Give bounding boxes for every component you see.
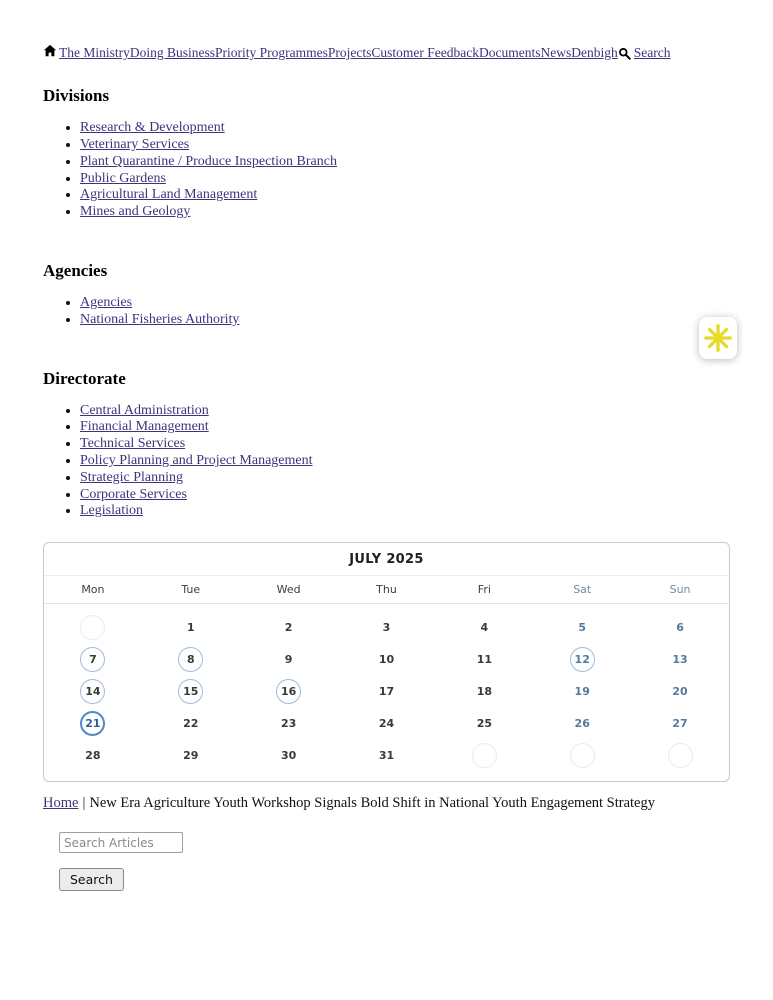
calendar-day-number: 3 — [382, 620, 391, 634]
agencies-list — [43, 295, 730, 329]
calendar-day-number: 17 — [378, 684, 395, 698]
list-item — [80, 312, 730, 329]
calendar-day-cell[interactable] — [44, 611, 142, 643]
directorate-link[interactable]: Strategic Planning — [80, 469, 184, 485]
directorate-list — [43, 403, 730, 521]
calendar-day-cell[interactable] — [631, 739, 729, 771]
search-icon — [618, 47, 631, 60]
calendar-day-cell[interactable] — [631, 675, 729, 707]
nav-search-link[interactable] — [618, 45, 671, 61]
calendar-day-cell[interactable] — [435, 643, 533, 675]
calendar-day-cell[interactable] — [338, 739, 436, 771]
list-item — [80, 295, 730, 312]
calendar-day-cell[interactable] — [44, 739, 142, 771]
calendar-day-cell[interactable] — [142, 611, 240, 643]
list-item — [80, 403, 730, 420]
calendar-day-cell[interactable] — [240, 611, 338, 643]
calendar-day-cell[interactable] — [44, 675, 142, 707]
directorate-link[interactable]: Financial Management — [80, 419, 209, 435]
accessibility-widget-button[interactable] — [699, 317, 737, 359]
calendar-day-number: 18 — [476, 684, 492, 698]
top-navigation — [43, 44, 730, 62]
calendar-day-cell[interactable] — [338, 611, 436, 643]
calendar-day-number — [80, 615, 105, 640]
calendar-week-row — [44, 675, 729, 707]
nav-item-the-ministry[interactable]: The Ministry — [59, 45, 130, 60]
calendar-day-cell[interactable] — [338, 643, 436, 675]
calendar-day-number: 6 — [676, 620, 684, 634]
calendar-day-cell[interactable] — [240, 643, 338, 675]
calendar-day-cell[interactable] — [533, 611, 631, 643]
calendar-day-cell[interactable] — [338, 675, 436, 707]
breadcrumb — [43, 795, 730, 812]
section-title-directorate: Directorate — [43, 368, 126, 388]
calendar-day-cell[interactable] — [435, 611, 533, 643]
division-link[interactable]: Research & Development — [80, 120, 225, 136]
calendar-day-number: 9 — [284, 652, 293, 666]
calendar-day-number: 26 — [574, 716, 590, 730]
breadcrumb-separator: | — [82, 795, 86, 812]
directorate-link[interactable]: Technical Services — [80, 436, 186, 452]
calendar-day-number: 14 — [80, 679, 105, 704]
divisions-list — [43, 120, 730, 221]
day-header-mon: Mon — [81, 583, 105, 597]
directorate-link[interactable]: Central Administration — [80, 402, 209, 418]
calendar-grid — [44, 604, 729, 781]
calendar-day-cell[interactable] — [240, 675, 338, 707]
calendar-day-cell[interactable] — [435, 675, 533, 707]
list-item — [80, 154, 730, 171]
calendar-day-number: 4 — [480, 620, 489, 634]
breadcrumb-article-title: New Era Agriculture Youth Workshop Signals Bold Shift in National Youth Engagement Strategy — [89, 795, 655, 812]
calendar-day-number: 10 — [378, 652, 395, 666]
division-link[interactable]: Mines and Geology — [80, 204, 191, 220]
calendar-month-title: JULY 2025 — [44, 543, 729, 576]
nav-home-link[interactable] — [43, 44, 57, 62]
search-articles-input[interactable] — [59, 832, 183, 853]
calendar-day-cell[interactable] — [142, 643, 240, 675]
list-item — [80, 171, 730, 188]
calendar-day-number: 5 — [578, 620, 587, 634]
division-link[interactable]: Plant Quarantine / Produce Inspection Branch — [80, 153, 337, 169]
calendar-day-number: 25 — [476, 716, 492, 730]
article-search-form — [43, 832, 730, 891]
day-header-thu: Thu — [376, 583, 397, 597]
calendar-day-number: 12 — [570, 647, 595, 672]
directorate-link[interactable]: Corporate Services — [80, 486, 187, 502]
list-item — [80, 204, 730, 221]
search-button[interactable]: Search — [59, 868, 124, 891]
calendar-day-cell[interactable] — [631, 611, 729, 643]
calendar-day-cell[interactable] — [142, 675, 240, 707]
division-link[interactable]: Agricultural Land Management — [80, 187, 258, 203]
calendar-day-cell[interactable] — [533, 643, 631, 675]
list-item — [80, 503, 730, 520]
home-icon — [43, 44, 57, 62]
day-header-fri: Fri — [477, 583, 491, 597]
calendar-day-number: 20 — [672, 684, 688, 698]
nav-item-documents[interactable]: Documents — [479, 45, 541, 60]
calendar-day-number: 31 — [378, 748, 395, 762]
calendar-day-cell[interactable] — [44, 643, 142, 675]
day-header-sun: Sun — [669, 583, 691, 597]
calendar-day-number: 1 — [186, 620, 195, 634]
list-item — [80, 120, 730, 137]
agency-link[interactable]: National Fisheries Authority — [80, 311, 240, 327]
calendar-day-number: 24 — [378, 716, 395, 730]
calendar-day-number: 16 — [276, 679, 301, 704]
asterisk-icon — [703, 323, 733, 353]
division-link[interactable]: Veterinary Services — [80, 136, 190, 152]
division-link[interactable]: Public Gardens — [80, 170, 166, 186]
calendar-week-row — [44, 707, 729, 739]
list-item — [80, 453, 730, 470]
nav-item-news[interactable]: News — [540, 45, 572, 60]
nav-item-priority-programmes[interactable]: Priority Programmes — [215, 45, 328, 60]
calendar-day-cell[interactable] — [631, 643, 729, 675]
calendar-day-number: 8 — [178, 647, 203, 672]
directorate-link[interactable]: Legislation — [80, 503, 143, 519]
list-item — [80, 487, 730, 504]
calendar-day-number — [668, 743, 693, 768]
calendar-day-cell[interactable] — [533, 707, 631, 739]
calendar-day-number: 21 — [80, 711, 105, 736]
calendar-day-number: 15 — [178, 679, 203, 704]
calendar-day-number: 27 — [672, 716, 688, 730]
agency-link[interactable]: Agencies — [80, 294, 133, 310]
day-header-sat: Sat — [573, 583, 592, 597]
calendar-day-number: 22 — [183, 716, 199, 730]
list-item — [80, 187, 730, 204]
calendar-day-number: 29 — [183, 748, 199, 762]
calendar-day-number — [472, 743, 497, 768]
calendar-day-cell[interactable] — [533, 739, 631, 771]
calendar-day-number: 30 — [280, 748, 297, 762]
calendar-day-cell[interactable] — [338, 707, 436, 739]
directorate-link[interactable]: Policy Planning and Project Management — [80, 452, 313, 468]
calendar-day-cell[interactable] — [533, 675, 631, 707]
calendar-day-cell[interactable] — [240, 707, 338, 739]
section-title-divisions: Divisions — [43, 86, 110, 106]
nav-item-customer-feedback[interactable]: Customer Feedback — [371, 45, 479, 60]
nav-item-doing-business[interactable]: Doing Business — [129, 45, 216, 60]
nav-item-denbigh[interactable]: Denbigh — [571, 45, 618, 60]
calendar-day-cell[interactable] — [435, 707, 533, 739]
calendar-day-number: 19 — [574, 684, 590, 698]
calendar-week-row — [44, 739, 729, 771]
day-header-tue: Tue — [181, 583, 201, 597]
calendar-day-number: 28 — [85, 748, 101, 762]
day-header-wed: Wed — [276, 583, 301, 597]
list-item — [80, 436, 730, 453]
calendar-day-number: 13 — [672, 652, 688, 666]
calendar-day-number: 23 — [280, 716, 297, 730]
calendar-week-row — [44, 643, 729, 675]
calendar-day-number: 11 — [476, 652, 492, 666]
calendar-day-number — [570, 743, 595, 768]
calendar-week-row — [44, 611, 729, 643]
calendar-day-cell[interactable] — [435, 739, 533, 771]
calendar-day-number: 7 — [80, 647, 105, 672]
calendar-day-cell[interactable] — [240, 739, 338, 771]
calendar-day-cell[interactable] — [631, 707, 729, 739]
calendar-day-cell[interactable] — [142, 739, 240, 771]
list-item — [80, 137, 730, 154]
list-item — [80, 470, 730, 487]
calendar-day-cell[interactable] — [44, 707, 142, 739]
nav-search-label: Search — [633, 45, 671, 60]
calendar-day-headers — [44, 576, 729, 604]
breadcrumb-home-link[interactable]: Home — [43, 795, 79, 812]
list-item — [80, 419, 730, 436]
nav-item-projects[interactable]: Projects — [327, 45, 372, 60]
calendar-day-number: 2 — [284, 620, 293, 634]
section-title-agencies: Agencies — [43, 260, 108, 280]
calendar-day-cell[interactable] — [142, 707, 240, 739]
calendar-widget — [43, 542, 730, 782]
